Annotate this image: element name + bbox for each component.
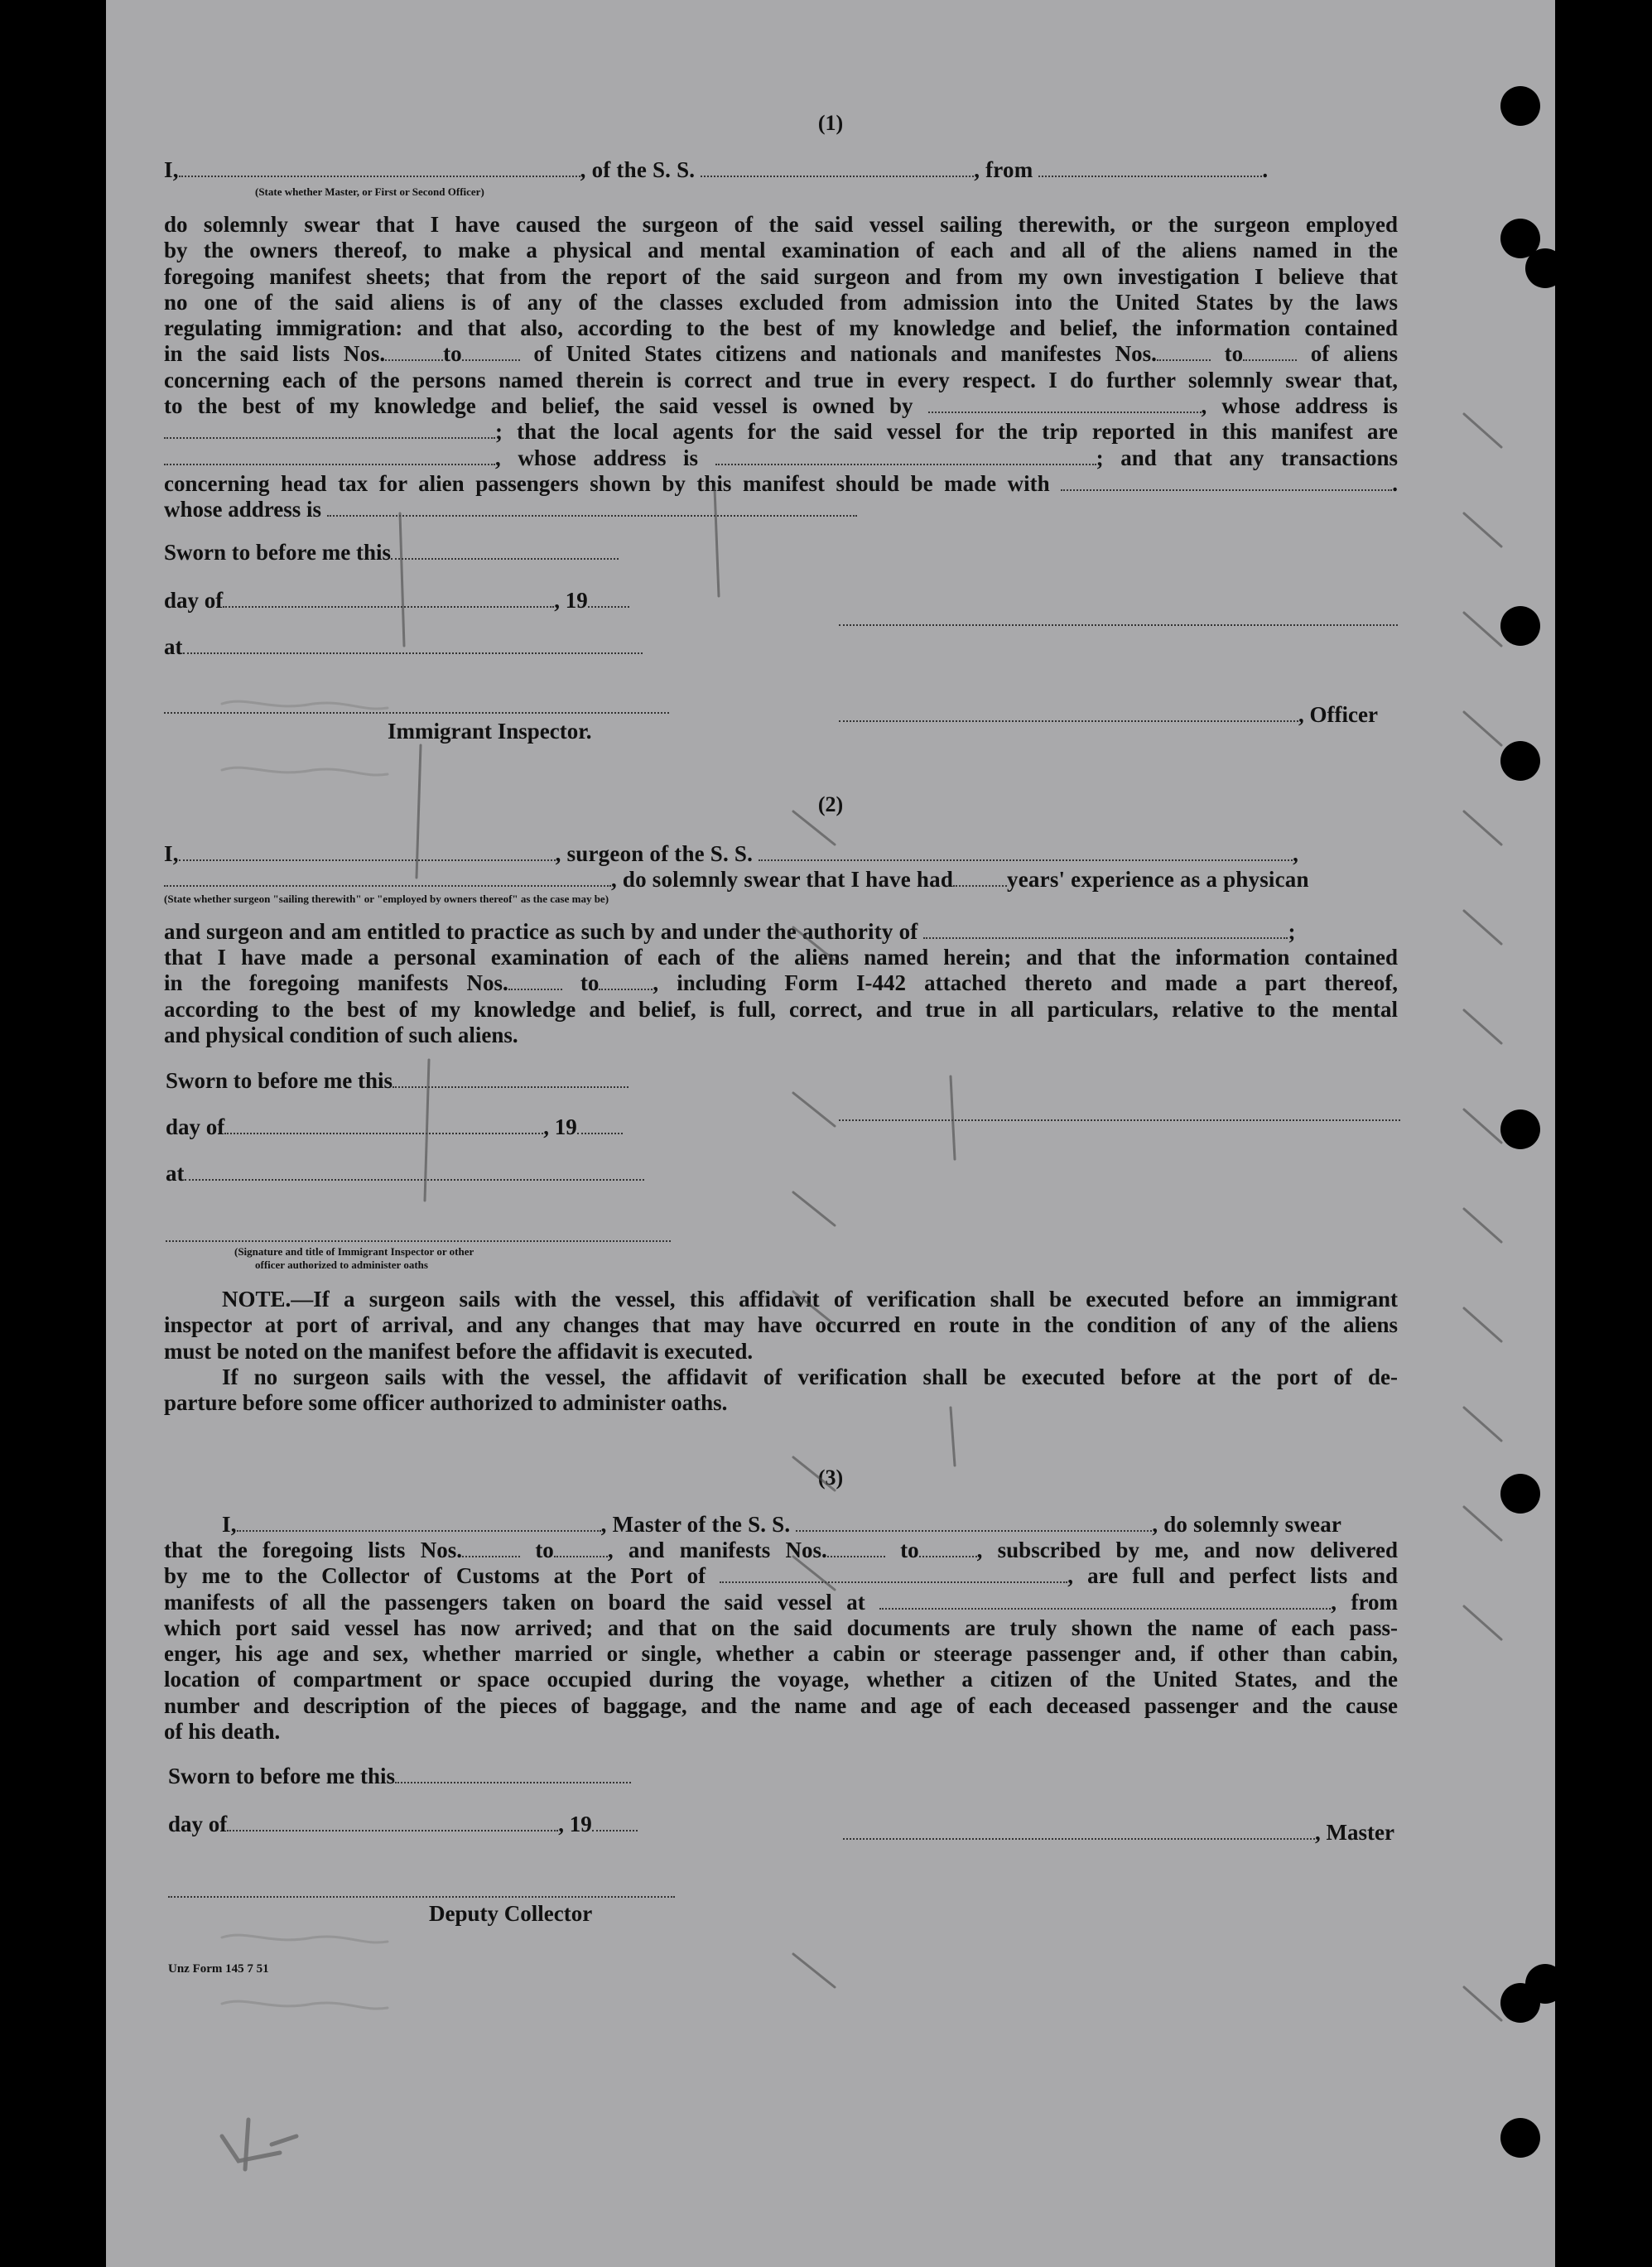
- of-ss-label: , of the S. S.: [580, 157, 696, 182]
- section-1-paragraph: do solemnly swear that I have caused the surgeon of the said vessel sailing therewith, or the surgeon employed by the owners thereof, to make a physical and mental examination of each and all of the aliens named in the foregoing manifest sheets; that from the report of the said surgeon and from my own investigation I believe that no one of the said aliens is of any of the classes excluded from admission into the United States by the laws regulating immigration: and that also, according to the best of my knowledge and belief, the information contained in the said lists Nos. to of United States citizens and nationals and manifestes Nos. to of aliens concerning each of the persons named therein is correct and true in every respect. I do further solemnly swear that, to the best of my knowledge and belief, the said vessel is owned by , whose address is ; that the local agents for the said vessel for the trip reported in this manifest are , whose address is ; and that any transactions concerning head tax for alien passengers shown by this manifest should be made with . whose address is: [164, 212, 1399, 522]
- section-2-paragraph: that I have made a personal examination of each of the aliens named herein; and that the information contained in the foregoing manifests Nos. to , including Form I-442 attached thereto and made a part thereof, according to the best of my knowledge and belief, is full, correct, and true in all particulars, relative to the mental and physical condition of such aliens.: [164, 945, 1398, 1047]
- punch-hole: [1500, 86, 1540, 126]
- surgeon-caption: (State whether surgeon "sailing therewith" or "employed by owners thereof" as the case may be): [164, 893, 609, 905]
- punch-hole: [1500, 606, 1540, 646]
- punch-hole: [1500, 1474, 1540, 1514]
- day-of-label-1: day of , 19: [164, 588, 629, 614]
- head-tax-line: concerning head tax for alien passengers shown by this manifest should be made with .: [164, 470, 1398, 496]
- surgeon-line: I, , surgeon of the S. S. ,: [164, 841, 1299, 866]
- master-line: I, , Master of the S. S. , do solemnly swear: [222, 1512, 1342, 1537]
- inspector-label: Immigrant Inspector.: [388, 719, 592, 744]
- form-number: Unz Form 145 7 51: [168, 1962, 269, 1976]
- pencil-marks: [106, 0, 1555, 2267]
- owned-line: to the best of my knowledge and belief, the said vessel is owned by , whose address is: [164, 393, 1399, 419]
- sig-caption-1: (Signature and title of Immigrant Inspector or other: [234, 1245, 474, 1258]
- master-signature-line: , Master: [843, 1820, 1394, 1846]
- day-of-label-2: day of , 19: [166, 1114, 623, 1140]
- section-1-number: (1): [817, 111, 844, 135]
- sworn-label-3: Sworn to before me this: [168, 1764, 631, 1789]
- punch-hole: [1525, 1964, 1565, 2004]
- officer-caption: (State whether Master, or First or Second Officer): [255, 185, 484, 198]
- punch-hole: [1500, 1109, 1540, 1149]
- note-paragraph-1: NOTE.—If a surgeon sails with the vessel, this affidavit of verification shall be executed before an immigrant inspector at port of arrival, and any changes that may have occurred en route in the condition of any of the aliens must be noted on the manifest before the affidavit is executed.: [164, 1287, 1398, 1364]
- officer-line: I, , of the S. S. , from .: [164, 157, 1269, 182]
- lists-line: in the said lists Nos. to of United States citizens and nationals and manifestes Nos. to of aliens: [164, 341, 1399, 367]
- section-3-paragraph: that the foregoing lists Nos. to , and manifests Nos. to , subscribed by me, and now delivered by me to the Collector of Customs at the Port of , are full and perfect lists and manifests of all the passengers taken on board the said vessel at , from which port said vessel has now arrived; and that on the said documents are truly shown the name of each pass- enger, his age and sex, whether married or single, whether a cabin or steerage passenger and, if other than cabin, location of compartment or space occupied during the voyage, whether a citizen of the United States, and the number and description of the pieces of baggage, and the name and age of each deceased passenger and the cause of his death.: [164, 1538, 1399, 1745]
- agents-line: ; that the local agents for the said vessel for the trip reported in this manifest are: [164, 419, 1398, 445]
- i-label: I,: [164, 157, 179, 182]
- sworn-label-2: Sworn to before me this: [166, 1068, 629, 1094]
- taken-on-board-line: manifests of all the passengers taken on board the said vessel at , from: [164, 1589, 1399, 1615]
- deputy-collector-label: Deputy Collector: [429, 1901, 593, 1926]
- at-label-1: at: [164, 634, 643, 660]
- sig-caption-2: officer authorized to administer oaths: [255, 1259, 428, 1271]
- authority-line: and surgeon and am entitled to practice as such by and under the authority of ;: [164, 919, 1296, 944]
- officer-signature-line: , Officer: [839, 702, 1378, 728]
- punch-hole: [1500, 2118, 1540, 2158]
- agent-address-line: , whose address is ; and that any transactions: [164, 445, 1398, 471]
- collector-line: by me to the Collector of Customs at the Port of , are full and perfect lists and: [164, 1563, 1399, 1589]
- section-2-number: (2): [817, 792, 844, 816]
- section-3-number: (3): [817, 1466, 844, 1490]
- sworn-label-1: Sworn to before me this: [164, 540, 619, 566]
- at-label-2: at: [166, 1161, 644, 1186]
- foregoing-lists-line: that the foregoing lists Nos. to , and manifests Nos. to , subscribed by me, and now delivered: [164, 1538, 1399, 1562]
- punch-hole: [1500, 741, 1540, 781]
- from-label: , from: [974, 157, 1033, 182]
- form-sheet: [106, 0, 1555, 2267]
- final-address-line: whose address is: [164, 497, 1398, 522]
- punch-hole: [1525, 248, 1565, 288]
- note-paragraph-2: If no surgeon sails with the vessel, the affidavit of verification shall be executed before at the port of de- parture before some officer authorized to administer oaths.: [164, 1365, 1398, 1416]
- surgeon-swear-line: , do solemnly swear that I have had years' experience as a physican: [164, 867, 1456, 893]
- day-of-label-3: day of , 19: [168, 1812, 638, 1837]
- manifests-line: in the foregoing manifests Nos. to , including Form I-442 attached thereto and made a part thereof,: [164, 970, 1398, 996]
